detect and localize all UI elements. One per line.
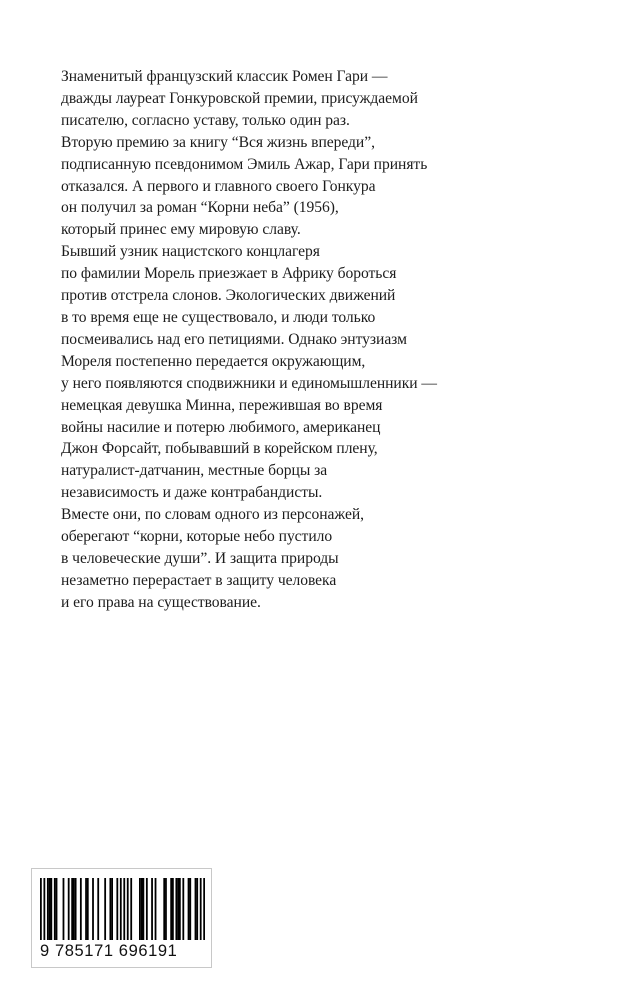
barcode-bar (165, 878, 167, 940)
barcode-bar (189, 878, 191, 940)
barcode-bar (196, 878, 198, 940)
barcode-bar (80, 878, 82, 940)
barcode-bar (109, 878, 111, 940)
barcode-bar (71, 878, 73, 940)
barcode-bar (182, 878, 184, 940)
barcode-bar (163, 878, 165, 940)
barcode-bar (127, 878, 129, 940)
barcode-bar (130, 878, 132, 940)
barcode-bar (155, 878, 157, 940)
barcode-bar (73, 878, 75, 940)
description-line: отказался. А первого и главного своего Гонкура (61, 177, 376, 195)
description-line: в то время еще не существовало, и люди только (61, 308, 376, 326)
barcode-bar (75, 878, 77, 940)
barcode-bar (203, 878, 205, 940)
description-line: писателю, согласно уставу, только один раз. (61, 111, 350, 129)
description-line: который принес ему мировую славу. (61, 221, 301, 239)
description-line: у него появляются сподвижники и единомышленники — (61, 374, 437, 392)
barcode-bar (49, 878, 51, 940)
description-line: независимость и даже контрабандисты. (61, 484, 323, 502)
barcode-bar (47, 878, 49, 940)
barcode-bar (92, 878, 94, 940)
description-line: Бывший узник нацистского концлагеря (61, 243, 320, 261)
barcode-bar (43, 878, 45, 940)
description-line: оберегают “корни, которые небо пустило (61, 528, 333, 546)
barcode-bar (195, 878, 197, 940)
description-line: Вторую премию за книгу “Вся жизнь впереди”, (61, 133, 375, 151)
description-line: Джон Форсайт, побывавший в корейском плену, (61, 440, 378, 458)
description-line: он получил за роман “Корни неба” (1956), (61, 199, 339, 217)
barcode-bar (63, 878, 65, 940)
description-line: дважды лауреат Гонкуровской премии, присуждаемой (61, 89, 418, 107)
description-line: Знаменитый французский классик Ромен Гари — (61, 68, 388, 85)
barcode-bar (120, 878, 122, 940)
isbn-barcode (31, 868, 212, 968)
barcode-bar (170, 878, 172, 940)
barcode-bar (142, 878, 144, 940)
barcode-bar (200, 878, 202, 940)
description-line: немецкая девушка Минна, пережившая во время (61, 396, 383, 414)
description-line: войны насилие и потерю любимого, американец (61, 418, 381, 436)
barcode-bar (175, 878, 177, 940)
barcode-bar (97, 878, 99, 940)
description-line: по фамилии Морель приезжает в Африку бороться (61, 265, 397, 283)
book-description (61, 66, 561, 614)
barcode-bar (85, 878, 87, 940)
barcode-bar (56, 878, 58, 940)
description-line: в человеческие души”. И защита природы (61, 549, 339, 567)
barcode-bar (123, 878, 125, 940)
barcode-bar (104, 878, 106, 940)
description-line: незаметно перерастает в защиту человека (61, 571, 337, 589)
description-line: подписанную псевдонимом Эмиль Ажар, Гари принять (61, 155, 428, 173)
barcode-bar (151, 878, 153, 940)
description-line: натуралист-датчанин, местные борцы за (61, 462, 328, 480)
description-line: Мореля постепенно передается окружающим, (61, 352, 366, 370)
barcode-bar (177, 878, 179, 940)
barcode-bar (68, 878, 70, 940)
barcode-bar (87, 878, 89, 940)
barcode-bar (139, 878, 141, 940)
description-line: против отстрела слонов. Экологических движений (61, 287, 396, 305)
barcode-bar (179, 878, 181, 940)
barcode-bars (40, 878, 205, 940)
barcode-bar (141, 878, 143, 940)
barcode-bar (172, 878, 174, 940)
isbn-number: 9 785171 696191 (40, 942, 178, 960)
description-line: Вместе они, по словам одного из персонажей, (61, 506, 364, 524)
barcode-bar (111, 878, 113, 940)
barcode-bar (116, 878, 118, 940)
barcode-bar (146, 878, 148, 940)
barcode-bar (54, 878, 56, 940)
barcode-bar (40, 878, 42, 940)
barcode-bar (188, 878, 190, 940)
description-line: и его права на существование. (61, 593, 261, 611)
barcode-bar (50, 878, 52, 940)
description-line: посмеивались над его петициями. Однако энтузиазм (61, 330, 407, 348)
